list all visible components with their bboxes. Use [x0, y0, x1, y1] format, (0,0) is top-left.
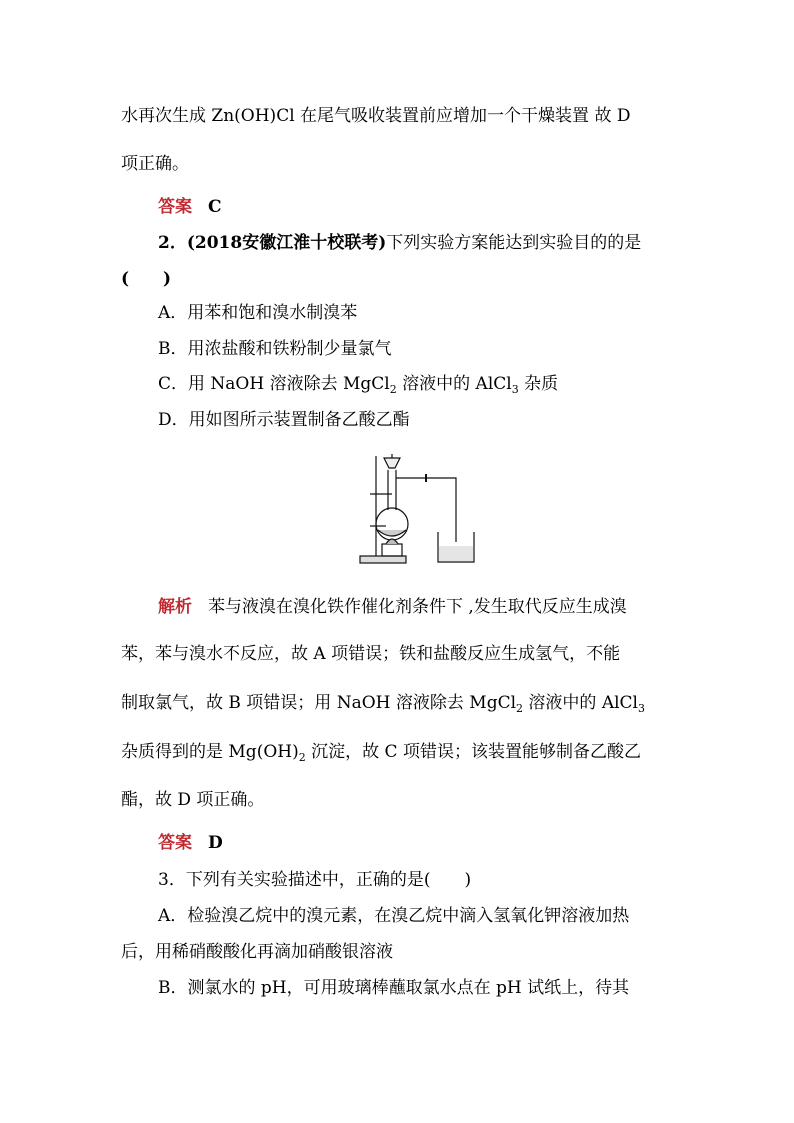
analysis-text-1: 苯与液溴在溴化铁作催化剂条件下 ,发生取代反应生成溴 — [208, 597, 627, 617]
analysis-line-5: 酯，故 D 项正确。 — [121, 790, 265, 810]
q2-answer — [158, 832, 223, 854]
q2-option-c-sub: 2 — [389, 383, 397, 396]
analysis-4-post: 沉淀，故 C 项错误；该装置能够制备乙酸乙 — [305, 742, 641, 762]
analysis-3-mid: 溶液中的 AlCl — [523, 693, 638, 713]
q3-option-a-line-2: 后，用稀硝酸酸化再滴加硝酸银溶液 — [121, 942, 393, 962]
answer-value: D — [208, 833, 223, 853]
q2-paren: ( ) — [121, 269, 172, 289]
q2-stem — [158, 232, 641, 254]
prev-line-1: 水再次生成 Zn(OH)Cl 在尾气吸收装置前应增加一个干燥装置 故 D — [121, 106, 631, 126]
analysis-line-2: 苯，苯与溴水不反应，故 A 项错误；铁和盐酸反应生成氢气，不能 — [121, 644, 621, 664]
q2-option-a: A．用苯和饱和溴水制溴苯 — [158, 303, 358, 323]
q2-option-c-sub2: 3 — [511, 383, 519, 396]
q2-option-c — [158, 373, 558, 401]
analysis-3-sub2: 3 — [638, 702, 645, 715]
q3-option-b: B．测氯水的 pH，可用玻璃棒蘸取氯水点在 pH 试纸上，待其 — [158, 978, 630, 998]
analysis-4-sub: 2 — [298, 751, 306, 764]
q2-option-c-post: 杂质 — [518, 374, 559, 394]
prev-answer — [158, 196, 222, 218]
q2-option-d: D．用如图所示装置制备乙酸乙酯 — [158, 410, 410, 430]
q2-option-c-pre: C．用 NaOH 溶液除去 MgCl — [158, 374, 390, 394]
q3-stem: 3．下列有关实验描述中，正确的是( ) — [158, 870, 472, 890]
analysis-line-1 — [158, 596, 627, 618]
prev-line-2: 项正确。 — [121, 154, 189, 174]
q2-source: (2018安徽江淮十校联考) — [186, 233, 387, 253]
analysis-3-sub: 2 — [516, 702, 524, 715]
analysis-line-3 — [121, 692, 645, 720]
analysis-label: 解析 — [158, 597, 192, 617]
apparatus-figure — [356, 452, 480, 568]
q2-option-b: B．用浓盐酸和铁粉制少量氯气 — [158, 339, 392, 359]
analysis-3-pre: 制取氯气，故 B 项错误；用 NaOH 溶液除去 MgCl — [121, 693, 517, 713]
q2-option-c-mid: 溶液中的 AlCl — [396, 374, 512, 394]
answer-label: 答案 — [158, 197, 192, 217]
q2-number: 2． — [158, 233, 187, 253]
q3-option-a-line-1: A．检验溴乙烷中的溴元素，在溴乙烷中滴入氢氧化钾溶液加热 — [158, 906, 630, 926]
answer-label: 答案 — [158, 833, 192, 853]
answer-value: C — [208, 197, 222, 217]
analysis-4-pre: 杂质得到的是 Mg(OH) — [121, 742, 299, 762]
q2-stem-text: 下列实验方案能达到实验目的的是 — [386, 233, 642, 253]
analysis-line-4 — [121, 741, 641, 769]
